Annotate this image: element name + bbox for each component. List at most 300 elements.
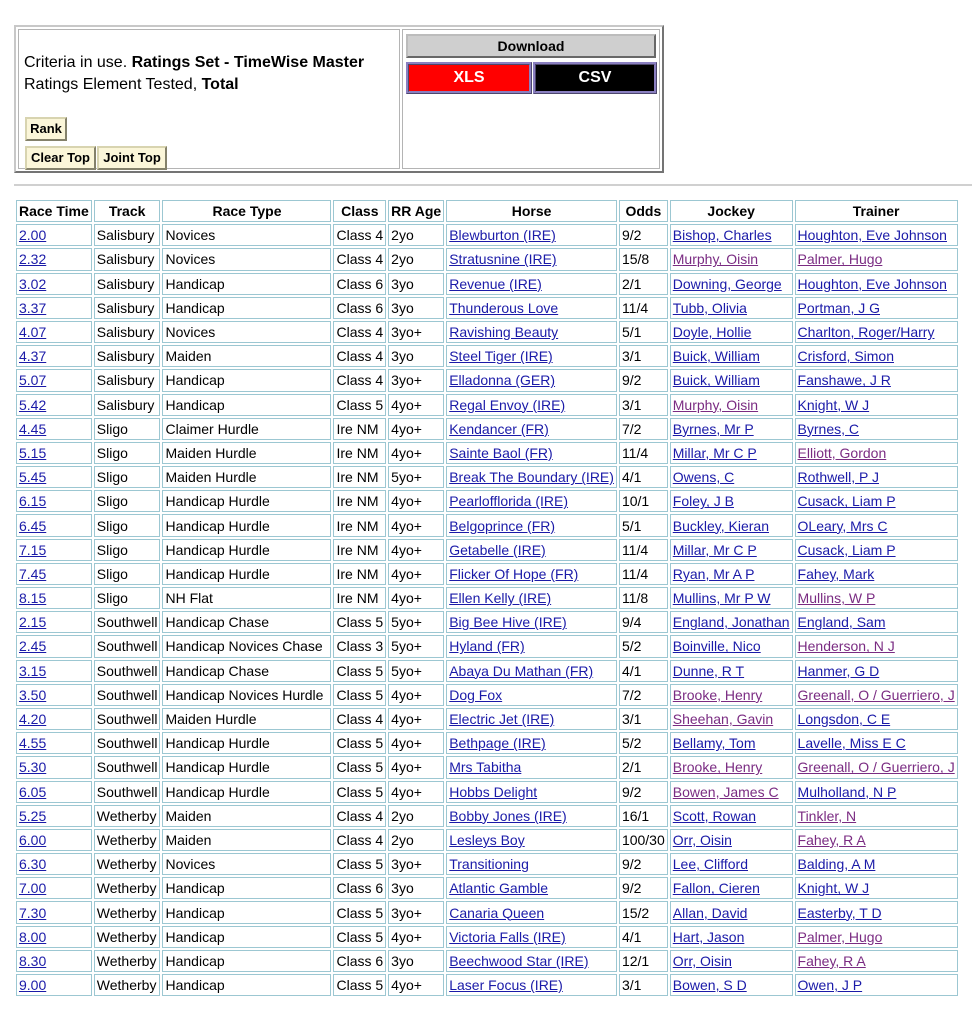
jockey-link[interactable]: Mullins, Mr P W (672, 590, 771, 607)
track-cell: Sligo (94, 418, 161, 440)
trainer-link[interactable]: Charlton, Roger/Harry (797, 324, 935, 341)
trainer-link[interactable]: Elliott, Gordon (797, 444, 887, 461)
ratings-set: Ratings Set - TimeWise Master (131, 54, 365, 71)
jockey-link[interactable]: Brooke, Henry (672, 686, 763, 703)
table-row (16, 660, 958, 682)
clear-top-button[interactable]: Clear Top (25, 146, 96, 170)
jockey-link[interactable]: Dunne, R T (672, 662, 745, 679)
odds-cell: 4/1 (619, 466, 668, 488)
odds-cell: 7/2 (619, 684, 668, 706)
race-type-cell: Handicap Hurdle (162, 732, 331, 754)
race-time-link[interactable]: 4.07 (19, 324, 47, 341)
odds-cell: 16/1 (619, 805, 668, 827)
trainer-cell (795, 732, 958, 754)
trainer-link[interactable]: Fahey, R A (797, 831, 866, 848)
race-time-cell (16, 442, 92, 464)
trainer-link[interactable]: Portman, J G (797, 299, 880, 316)
race-time-link[interactable]: 8.00 (19, 928, 47, 945)
trainer-link[interactable]: Longsdon, C E (797, 711, 891, 728)
jockey-cell (670, 805, 793, 827)
jockey-link[interactable]: Brooke, Henry (672, 759, 763, 776)
class-cell: Class 4 (333, 805, 386, 827)
horse-link[interactable]: Transitioning (449, 856, 529, 873)
trainer-link[interactable]: Cusack, Liam P (797, 541, 896, 558)
jockey-link[interactable]: Murphy, Oisin (672, 251, 759, 268)
download-xls-button[interactable]: XLS (406, 62, 532, 94)
horse-cell (446, 829, 617, 851)
trainer-link[interactable]: Palmer, Hugo (797, 251, 883, 268)
horse-cell (446, 805, 617, 827)
race-time-link[interactable]: 4.37 (19, 348, 47, 365)
race-time-cell (16, 926, 92, 948)
jockey-link[interactable]: Murphy, Oisin (672, 396, 759, 413)
horse-cell (446, 563, 617, 585)
rr-age-cell: 4yo+ (388, 587, 444, 609)
horse-link[interactable]: Regal Envoy (IRE) (449, 396, 566, 413)
race-time-link[interactable]: 3.15 (19, 662, 47, 679)
odds-cell: 2/1 (619, 756, 668, 778)
class-cell: Class 5 (333, 660, 386, 682)
race-type-cell: Claimer Hurdle (162, 418, 331, 440)
trainer-cell (795, 224, 958, 246)
jockey-cell (670, 950, 793, 972)
horse-link[interactable]: Bethpage (IRE) (449, 735, 546, 752)
trainer-link[interactable]: Balding, A M (797, 856, 876, 873)
trainer-cell (795, 273, 958, 295)
race-time-link[interactable]: 3.02 (19, 275, 47, 292)
jockey-link[interactable]: Hart, Jason (672, 928, 745, 945)
download-title: Download (406, 34, 656, 58)
horse-link[interactable]: Elladonna (GER) (449, 372, 556, 389)
rr-age-cell: 3yo (388, 273, 444, 295)
track-cell: Salisbury (94, 394, 161, 416)
track-cell: Salisbury (94, 321, 161, 343)
odds-cell: 15/8 (619, 248, 668, 270)
trainer-link[interactable]: Lavelle, Miss E C (797, 735, 906, 752)
race-time-link[interactable]: 2.00 (19, 227, 47, 244)
rr-age-cell: 4yo+ (388, 684, 444, 706)
race-type-cell: Maiden (162, 829, 331, 851)
odds-cell: 15/2 (619, 901, 668, 923)
horse-link[interactable]: Bobby Jones (IRE) (449, 807, 567, 824)
horse-link[interactable]: Hobbs Delight (449, 783, 538, 800)
trainer-cell (795, 635, 958, 657)
race-time-link[interactable]: 6.15 (19, 493, 47, 510)
horse-link[interactable]: Laser Focus (IRE) (449, 977, 563, 994)
odds-cell: 9/2 (619, 853, 668, 875)
class-cell: Class 5 (333, 756, 386, 778)
jockey-cell (670, 539, 793, 561)
jockey-link[interactable]: Lee, Clifford (672, 856, 748, 873)
trainer-link[interactable]: Easterby, T D (797, 904, 882, 921)
race-time-link[interactable]: 7.30 (19, 904, 47, 921)
trainer-link[interactable]: OLeary, Mrs C (797, 517, 888, 534)
trainer-link[interactable]: Palmer, Hugo (797, 928, 883, 945)
race-time-link[interactable]: 2.45 (19, 638, 47, 655)
race-time-link[interactable]: 8.15 (19, 590, 47, 607)
race-time-link[interactable]: 5.45 (19, 469, 47, 486)
class-cell: Ire NM (333, 442, 386, 464)
table-row (16, 442, 958, 464)
race-time-link[interactable]: 3.37 (19, 299, 47, 316)
race-type-cell: Handicap (162, 974, 331, 996)
trainer-link[interactable]: Fahey, Mark (797, 565, 875, 582)
race-type-cell: Maiden Hurdle (162, 466, 331, 488)
jockey-cell (670, 466, 793, 488)
table-row (16, 297, 958, 319)
jockey-cell (670, 635, 793, 657)
jockey-link[interactable]: Tubb, Olivia (672, 299, 747, 316)
trainer-link[interactable]: Knight, W J (797, 880, 870, 897)
track-cell: Sligo (94, 466, 161, 488)
horse-cell (446, 394, 617, 416)
jockey-link[interactable]: England, Jonathan (672, 614, 790, 631)
track-cell: Salisbury (94, 297, 161, 319)
horse-link[interactable]: Electric Jet (IRE) (449, 711, 555, 728)
table-row (16, 805, 958, 827)
trainer-cell (795, 877, 958, 899)
odds-cell: 11/4 (619, 539, 668, 561)
race-time-link[interactable]: 4.55 (19, 735, 47, 752)
horse-cell (446, 369, 617, 391)
race-time-link[interactable]: 3.50 (19, 686, 47, 703)
race-time-link[interactable]: 7.45 (19, 565, 47, 582)
horse-link[interactable]: Break The Boundary (IRE) (449, 469, 614, 486)
class-cell: Class 4 (333, 321, 386, 343)
table-row (16, 756, 958, 778)
table-row (16, 587, 958, 609)
race-time-link[interactable]: 7.15 (19, 541, 47, 558)
horse-link[interactable]: Victoria Falls (IRE) (449, 928, 566, 945)
trainer-cell (795, 321, 958, 343)
track-cell: Wetherby (94, 877, 161, 899)
jockey-link[interactable]: Millar, Mr C P (672, 444, 757, 461)
trainer-link[interactable]: Owen, J P (797, 977, 863, 994)
trainer-link[interactable]: Houghton, Eve Johnson (797, 275, 947, 292)
track-cell: Wetherby (94, 853, 161, 875)
race-time-cell (16, 297, 92, 319)
trainer-link[interactable]: Cusack, Liam P (797, 493, 896, 510)
rr-age-cell: 4yo+ (388, 490, 444, 512)
track-cell: Southwell (94, 660, 161, 682)
odds-cell: 12/1 (619, 950, 668, 972)
race-time-link[interactable]: 7.00 (19, 880, 47, 897)
table-row (16, 394, 958, 416)
jockey-link[interactable]: Bellamy, Tom (672, 735, 756, 752)
odds-cell: 11/8 (619, 587, 668, 609)
track-cell: Southwell (94, 732, 161, 754)
column-header-race-type[interactable]: Race Type (162, 200, 331, 222)
trainer-cell (795, 660, 958, 682)
jockey-link[interactable]: Byrnes, Mr P (672, 420, 754, 437)
class-cell: Class 5 (333, 611, 386, 633)
trainer-link[interactable]: England, Sam (797, 614, 886, 631)
odds-cell: 9/4 (619, 611, 668, 633)
race-time-link[interactable]: 6.45 (19, 517, 47, 534)
odds-cell: 11/4 (619, 442, 668, 464)
horse-link[interactable]: Atlantic Gamble (449, 880, 549, 897)
table-row (16, 732, 958, 754)
trainer-link[interactable]: Fanshawe, J R (797, 372, 891, 389)
race-time-link[interactable]: 5.42 (19, 396, 47, 413)
jockey-cell (670, 926, 793, 948)
horse-link[interactable]: Ravishing Beauty (449, 324, 559, 341)
column-header-jockey[interactable]: Jockey (670, 200, 793, 222)
jockey-link[interactable]: Bowen, James C (672, 783, 779, 800)
jockey-cell (670, 563, 793, 585)
horse-link[interactable]: Dog Fox (449, 686, 503, 703)
race-time-cell (16, 394, 92, 416)
jockey-cell (670, 490, 793, 512)
trainer-link[interactable]: Fahey, R A (797, 952, 866, 969)
race-time-cell (16, 248, 92, 270)
odds-cell: 9/2 (619, 369, 668, 391)
trainer-cell (795, 781, 958, 803)
class-cell: Class 5 (333, 974, 386, 996)
race-time-link[interactable]: 6.00 (19, 831, 47, 848)
trainer-link[interactable]: Henderson, N J (797, 638, 895, 655)
jockey-link[interactable]: Orr, Oisin (672, 952, 732, 969)
table-body (16, 224, 958, 996)
jockey-link[interactable]: Sheehan, Gavin (672, 711, 774, 728)
jockey-cell (670, 297, 793, 319)
class-cell: Ire NM (333, 490, 386, 512)
horse-link[interactable]: Big Bee Hive (IRE) (449, 614, 567, 631)
class-cell: Class 4 (333, 829, 386, 851)
column-header-rr-age[interactable]: RR Age (388, 200, 444, 222)
jockey-link[interactable]: Scott, Rowan (672, 807, 757, 824)
jockey-link[interactable]: Orr, Oisin (672, 831, 732, 848)
race-time-link[interactable]: 5.25 (19, 807, 47, 824)
track-cell: Salisbury (94, 345, 161, 367)
odds-cell: 9/2 (619, 224, 668, 246)
race-time-cell (16, 732, 92, 754)
race-time-link[interactable]: 4.20 (19, 711, 47, 728)
trainer-link[interactable]: Mullins, W P (797, 590, 876, 607)
odds-cell: 3/1 (619, 974, 668, 996)
table-header-row (16, 200, 958, 222)
horse-link[interactable]: Canaria Queen (449, 904, 545, 921)
odds-cell: 4/1 (619, 660, 668, 682)
jockey-link[interactable]: Bishop, Charles (672, 227, 772, 244)
odds-cell: 3/1 (619, 345, 668, 367)
horse-link[interactable]: Abaya Du Mathan (FR) (449, 662, 594, 679)
horse-link[interactable]: Thunderous Love (449, 299, 559, 316)
table-row (16, 466, 958, 488)
trainer-cell (795, 345, 958, 367)
horse-link[interactable]: Mrs Tabitha (449, 759, 522, 776)
jockey-link[interactable]: Buckley, Kieran (672, 517, 769, 534)
track-cell: Wetherby (94, 829, 161, 851)
horse-link[interactable]: Revenue (IRE) (449, 275, 542, 292)
column-header-race-time[interactable]: Race Time (16, 200, 92, 222)
trainer-cell (795, 974, 958, 996)
table-row (16, 974, 958, 996)
rr-age-cell: 3yo (388, 877, 444, 899)
horse-link[interactable]: Pearlofflorida (IRE) (449, 493, 569, 510)
trainer-link[interactable]: Tinkler, N (797, 807, 857, 824)
jockey-link[interactable]: Millar, Mr C P (672, 541, 757, 558)
horse-cell (446, 781, 617, 803)
column-header-horse[interactable]: Horse (446, 200, 617, 222)
race-time-link[interactable]: 6.05 (19, 783, 47, 800)
jockey-link[interactable]: Allan, David (672, 904, 748, 921)
race-time-cell (16, 901, 92, 923)
class-cell: Class 4 (333, 369, 386, 391)
race-time-cell (16, 950, 92, 972)
horse-link[interactable]: Flicker Of Hope (FR) (449, 565, 579, 582)
horse-cell (446, 756, 617, 778)
class-cell: Ire NM (333, 539, 386, 561)
jockey-link[interactable]: Downing, George (672, 275, 782, 292)
jockey-cell (670, 974, 793, 996)
horse-link[interactable]: Steel Tiger (IRE) (449, 348, 553, 365)
horse-cell (446, 877, 617, 899)
race-type-cell: Handicap Hurdle (162, 756, 331, 778)
odds-cell: 11/4 (619, 297, 668, 319)
trainer-cell (795, 901, 958, 923)
odds-cell: 100/30 (619, 829, 668, 851)
rank-button[interactable]: Rank (25, 117, 67, 141)
trainer-cell (795, 539, 958, 561)
race-type-cell: Maiden Hurdle (162, 442, 331, 464)
odds-cell: 9/2 (619, 781, 668, 803)
trainer-link[interactable]: Greenall, O / Guerriero, J (797, 759, 955, 776)
trainer-link[interactable]: Greenall, O / Guerriero, J (797, 686, 955, 703)
trainer-link[interactable]: Crisford, Simon (797, 348, 894, 365)
jockey-link[interactable]: Owens, C (672, 469, 735, 486)
rr-age-cell: 3yo+ (388, 853, 444, 875)
horse-cell (446, 224, 617, 246)
race-time-link[interactable]: 8.30 (19, 952, 47, 969)
race-time-cell (16, 660, 92, 682)
jockey-cell (670, 514, 793, 536)
horse-link[interactable]: Lesleys Boy (449, 831, 525, 848)
element-label: Ratings Element Tested, (24, 76, 202, 93)
jockey-link[interactable]: Bowen, S D (672, 977, 747, 994)
jockey-cell (670, 611, 793, 633)
table-row (16, 829, 958, 851)
horse-cell (446, 587, 617, 609)
race-type-cell: Handicap Novices Chase (162, 635, 331, 657)
horse-cell (446, 321, 617, 343)
download-csv-button[interactable]: CSV (533, 62, 657, 94)
class-cell: Class 3 (333, 635, 386, 657)
jockey-link[interactable]: Buick, William (672, 348, 760, 365)
race-type-cell: Handicap Chase (162, 611, 331, 633)
jockey-link[interactable]: Foley, J B (672, 493, 734, 510)
race-time-link[interactable]: 9.00 (19, 977, 47, 994)
race-time-cell (16, 321, 92, 343)
trainer-link[interactable]: Hanmer, G D (797, 662, 880, 679)
jockey-cell (670, 394, 793, 416)
track-cell: Southwell (94, 611, 161, 633)
column-header-class[interactable]: Class (333, 200, 386, 222)
horse-link[interactable]: Hyland (FR) (449, 638, 525, 655)
horse-link[interactable]: Blewburton (IRE) (449, 227, 556, 244)
race-type-cell: Handicap (162, 877, 331, 899)
race-time-link[interactable]: 6.30 (19, 856, 47, 873)
track-cell: Salisbury (94, 248, 161, 270)
joint-top-button[interactable]: Joint Top (97, 146, 167, 170)
race-time-link[interactable]: 5.15 (19, 444, 47, 461)
race-time-link[interactable]: 4.45 (19, 420, 47, 437)
horse-link[interactable]: Belgoprince (FR) (449, 517, 556, 534)
horse-cell (446, 442, 617, 464)
horse-cell (446, 539, 617, 561)
race-type-cell: Handicap (162, 950, 331, 972)
trainer-link[interactable]: Rothwell, P J (797, 469, 879, 486)
column-header-trainer[interactable]: Trainer (795, 200, 958, 222)
jockey-cell (670, 684, 793, 706)
jockey-link[interactable]: Fallon, Cieren (672, 880, 760, 897)
class-cell: Class 5 (333, 853, 386, 875)
horse-cell (446, 660, 617, 682)
horse-link[interactable]: Ellen Kelly (IRE) (449, 590, 552, 607)
trainer-cell (795, 587, 958, 609)
trainer-link[interactable]: Byrnes, C (797, 420, 859, 437)
trainer-link[interactable]: Houghton, Eve Johnson (797, 227, 947, 244)
jockey-link[interactable]: Ryan, Mr A P (672, 565, 755, 582)
race-type-cell: Handicap Hurdle (162, 539, 331, 561)
track-cell: Wetherby (94, 950, 161, 972)
column-header-track[interactable]: Track (94, 200, 161, 222)
race-time-cell (16, 587, 92, 609)
jockey-link[interactable]: Boinville, Nico (672, 638, 761, 655)
horse-cell (446, 490, 617, 512)
horse-link[interactable]: Stratusnine (IRE) (449, 251, 557, 268)
track-cell: Sligo (94, 539, 161, 561)
table-row (16, 950, 958, 972)
trainer-link[interactable]: Mulholland, N P (797, 783, 897, 800)
trainer-link[interactable]: Knight, W J (797, 396, 870, 413)
table-row (16, 926, 958, 948)
jockey-cell (670, 273, 793, 295)
horse-link[interactable]: Beechwood Star (IRE) (449, 952, 589, 969)
trainer-cell (795, 418, 958, 440)
rr-age-cell: 2yo (388, 248, 444, 270)
table-row (16, 611, 958, 633)
race-time-cell (16, 539, 92, 561)
horse-link[interactable]: Getabelle (IRE) (449, 541, 546, 558)
odds-cell: 4/1 (619, 926, 668, 948)
jockey-cell (670, 248, 793, 270)
track-cell: Southwell (94, 708, 161, 730)
horse-cell (446, 901, 617, 923)
table-row (16, 563, 958, 585)
race-type-cell: Handicap (162, 297, 331, 319)
column-header-odds[interactable]: Odds (619, 200, 668, 222)
race-time-link[interactable]: 5.07 (19, 372, 47, 389)
race-type-cell: Handicap (162, 901, 331, 923)
horse-link[interactable]: Sainte Baol (FR) (449, 444, 553, 461)
horse-link[interactable]: Kendancer (FR) (449, 420, 549, 437)
race-time-link[interactable]: 2.15 (19, 614, 47, 631)
trainer-cell (795, 756, 958, 778)
trainer-cell (795, 853, 958, 875)
table-row (16, 539, 958, 561)
class-cell: Class 5 (333, 901, 386, 923)
jockey-link[interactable]: Buick, William (672, 372, 760, 389)
jockey-cell (670, 224, 793, 246)
rr-age-cell: 3yo+ (388, 369, 444, 391)
race-time-link[interactable]: 2.32 (19, 251, 47, 268)
criteria-panel (14, 25, 664, 173)
odds-cell: 11/4 (619, 563, 668, 585)
race-time-link[interactable]: 5.30 (19, 759, 47, 776)
jockey-link[interactable]: Doyle, Hollie (672, 324, 752, 341)
class-cell: Ire NM (333, 587, 386, 609)
